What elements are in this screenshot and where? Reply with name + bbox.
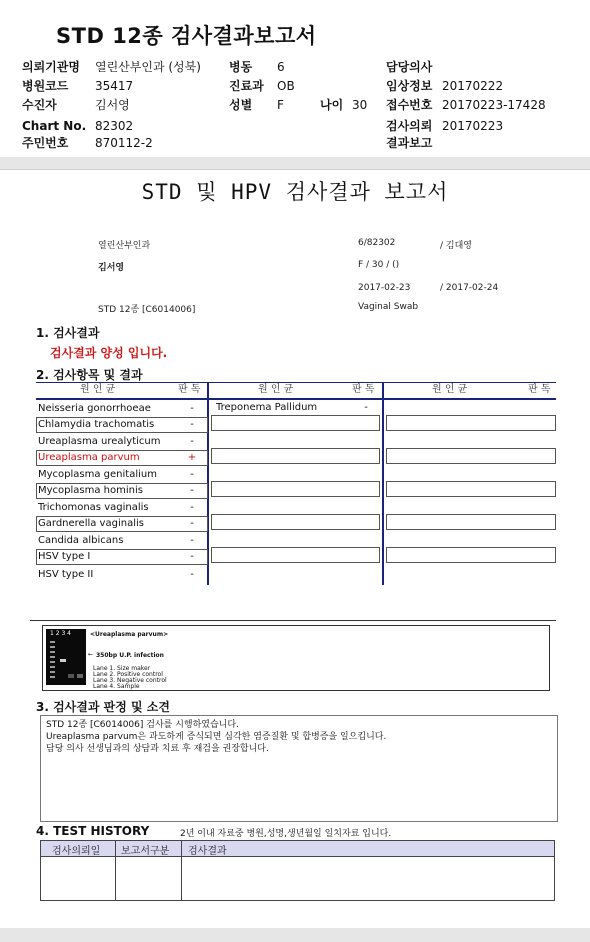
history-table-header xyxy=(40,840,555,857)
empty-row-box xyxy=(211,415,380,431)
history-col-divider xyxy=(115,840,116,901)
section1-title: 1. 검사결과 xyxy=(36,326,100,340)
resident-label: 주민번호 xyxy=(22,136,69,150)
doctor-label: 담당의사 xyxy=(386,60,433,74)
gel-title: <Ureaplasma parvum> xyxy=(90,631,169,638)
item-result-positive: + xyxy=(187,452,197,463)
gel-lane-numbers: 1 2 3 4 xyxy=(50,630,71,637)
age-value: 30 xyxy=(352,98,368,112)
gel-image xyxy=(46,629,86,685)
empty-row-box xyxy=(386,448,556,464)
item-name: Ureaplasma urealyticum xyxy=(38,436,161,447)
request-label: 검사의뢰 xyxy=(386,119,433,133)
empty-row-box xyxy=(386,514,556,530)
ward-label: 병동 xyxy=(229,60,253,74)
empty-row-box xyxy=(211,514,380,530)
gel-legend-item: Lane 2. Positive control xyxy=(93,671,163,678)
info-patient: 김서영 xyxy=(98,263,125,273)
item-name: HSV type I xyxy=(38,551,91,562)
info-date-b: / 2017-02-24 xyxy=(440,283,499,293)
clinical-value: 20170222 xyxy=(442,79,504,93)
item-name: HSV type II xyxy=(38,569,94,580)
col-judge-3: 판 독 xyxy=(528,384,551,395)
history-col-divider xyxy=(181,840,182,901)
empty-row-box xyxy=(386,481,556,497)
section4-note: 2년 이내 자료중 병원,성명,생년월일 일치자료 입니다. xyxy=(180,829,392,839)
info-sex-age: F / 30 / () xyxy=(358,260,400,270)
empty-row-box xyxy=(211,448,380,464)
info-specimen: Vaginal Swab xyxy=(358,302,419,312)
item-name: Chlamydia trachomatis xyxy=(38,419,155,430)
col-pathogen-1: 원 인 균 xyxy=(80,384,116,395)
item-result: - xyxy=(364,402,368,413)
info-date-a: 2017-02-23 xyxy=(358,283,411,293)
item-result: - xyxy=(190,469,194,480)
header-divider xyxy=(0,157,590,170)
section-divider xyxy=(30,620,556,621)
item-name: Mycoplasma genitalium xyxy=(38,469,157,480)
gel-arrow-label: 350bp U.P. infection xyxy=(96,652,164,659)
empty-row-box xyxy=(386,415,556,431)
history-col-date: 검사의뢰일 xyxy=(52,846,101,857)
hospital-code-label: 병원코드 xyxy=(22,79,69,93)
item-result: - xyxy=(190,436,194,447)
item-name: Candida albicans xyxy=(38,535,124,546)
item-result: - xyxy=(190,535,194,546)
info-chart-id: 6/82302 xyxy=(358,238,396,248)
item-result: - xyxy=(190,485,194,496)
item-name: Trichomonas vaginalis xyxy=(38,502,149,513)
opinion-line: Ureaplasma parvum은 과도하게 증식되면 심각한 염증질환 및 합병증을 일으킵니다. xyxy=(46,732,387,742)
item-result: - xyxy=(190,569,194,580)
institution-value: 열린산부인과 (성북) xyxy=(95,60,201,74)
history-table-body xyxy=(40,856,555,901)
section3-title: 3. 검사결과 판정 및 소견 xyxy=(36,700,170,714)
section2-title: 2. 검사항목 및 결과 xyxy=(36,368,143,382)
gel-legend-item: Lane 3. Negative control xyxy=(93,677,167,684)
info-clinic: 열린산부인과 xyxy=(98,241,151,251)
item-name: Treponema Pallidum xyxy=(216,402,318,413)
report-title: STD 및 HPV 검사결과 보고서 xyxy=(141,180,449,204)
section4-title: 4. TEST HISTORY xyxy=(36,824,150,838)
item-name-positive: Ureaplasma parvum xyxy=(38,452,140,463)
patient-value: 김서영 xyxy=(95,98,130,112)
item-result: - xyxy=(190,551,194,562)
chart-label: Chart No. xyxy=(22,119,87,133)
history-col-type: 보고서구분 xyxy=(121,846,170,857)
chart-value: 82302 xyxy=(95,119,134,133)
patient-label: 수진자 xyxy=(22,98,57,112)
age-label: 나이 xyxy=(320,98,344,112)
item-name: Gardnerella vaginalis xyxy=(38,518,144,529)
empty-row-box xyxy=(211,481,380,497)
resident-value: 870112-2 xyxy=(95,136,153,150)
opinion-line: STD 12종 [C6014006] 검사를 시행하였습니다. xyxy=(46,720,239,730)
col-judge-2: 판 독 xyxy=(352,384,375,395)
gel-legend-item: Lane 4. Sample xyxy=(93,683,140,690)
sex-label: 성별 xyxy=(229,98,253,112)
gel-arrow-icon: ← xyxy=(88,651,94,658)
info-doctor: / 김대영 xyxy=(440,241,472,251)
column-divider xyxy=(382,382,384,585)
request-value: 20170223 xyxy=(442,119,504,133)
dept-label: 진료과 xyxy=(229,79,264,93)
empty-row-box xyxy=(211,547,380,563)
section1-result: 검사결과 양성 입니다. xyxy=(50,346,168,360)
info-test-code: STD 12종 [C6014006] xyxy=(98,305,196,315)
main-title: STD 12종 검사결과보고서 xyxy=(56,24,317,48)
dept-value: OB xyxy=(277,79,295,93)
receipt-value: 20170223-17428 xyxy=(442,98,546,112)
report-label: 결과보고 xyxy=(386,136,433,150)
item-name: Neisseria gonorrhoeae xyxy=(38,403,151,414)
item-result: - xyxy=(190,403,194,414)
ward-value: 6 xyxy=(277,60,285,74)
footer-bar xyxy=(0,928,590,942)
gel-legend-item: Lane 1. Size maker xyxy=(93,665,151,672)
col-pathogen-3: 원 인 균 xyxy=(432,384,468,395)
hospital-code-value: 35417 xyxy=(95,79,134,93)
institution-label: 의뢰기관명 xyxy=(22,60,80,74)
item-result: - xyxy=(190,419,194,430)
item-result: - xyxy=(190,518,194,529)
item-name: Mycoplasma hominis xyxy=(38,485,143,496)
history-col-result: 검사결과 xyxy=(188,846,227,857)
col-judge-1: 판 독 xyxy=(178,384,201,395)
opinion-line: 담당 의사 선생님과의 상담과 치료 후 재검을 권장합니다. xyxy=(46,744,269,754)
empty-row-box xyxy=(386,547,556,563)
receipt-label: 접수번호 xyxy=(386,98,433,112)
sex-value: F xyxy=(277,98,284,112)
clinical-label: 임상정보 xyxy=(386,79,433,93)
col-pathogen-2: 원 인 균 xyxy=(258,384,294,395)
item-result: - xyxy=(190,502,194,513)
